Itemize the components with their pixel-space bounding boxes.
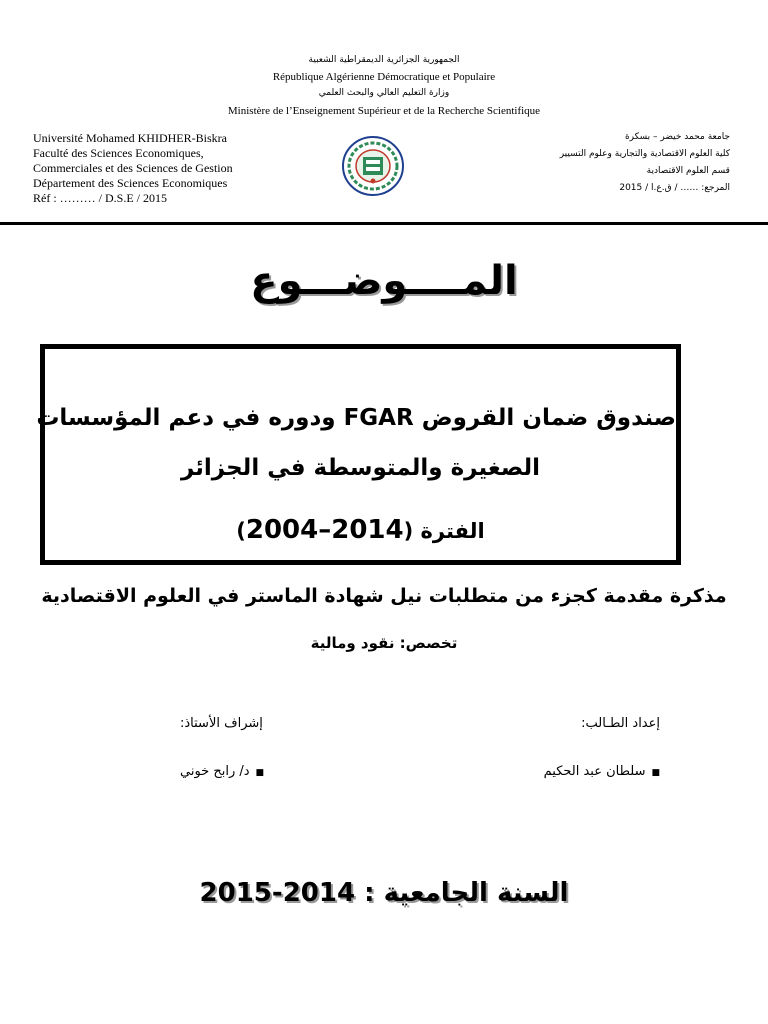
faculty-line-1-fr: Faculté des Sciences Economiques, [33,146,204,160]
supervisor-name-row [180,764,264,779]
university-name-fr: Université Mohamed KHIDHER-Biskra [33,131,227,145]
department-fr: Département des Sciences Economiques [33,176,228,190]
thesis-title-box [36,344,681,565]
thesis-description: مذكرة مقدمة كجزء من متطلبات نيل شهادة الماستر في العلوم الاقتصادية [41,585,727,607]
supervisor-label: إشراف الأستاذ: [180,716,263,731]
student-bullet-icon: ■ [651,768,660,778]
thesis-period [45,515,676,545]
department-ar: قسم العلوم الاقتصادية [646,166,730,176]
period-close: ) [236,519,246,543]
subject-heading: المــــوضـــوع [250,258,518,304]
ministry-arabic: وزارة التعليم العالي والبحث العلمي [318,88,450,98]
header-divider [0,222,768,225]
university-name-ar: جامعة محمد خيضر – بسكرة [624,132,730,142]
academic-year: السنة الجامعية : 2014-2015 [199,878,569,908]
republic-arabic: الجمهورية الجزائرية الديمقراطية الشعبية [308,55,460,65]
reference-fr: Réf : ……… / D.S.E / 2015 [33,191,167,205]
supervisor-bullet-icon: ■ [255,768,265,778]
student-label: إعداد الطـالب: [581,716,660,731]
institution-arabic [560,129,730,197]
reference-ar: المرجع: …… / ق.ع.ا / 2015 [619,183,730,193]
institution-french [33,131,233,206]
university-logo-icon [341,135,405,197]
student-name: سلطان عبد الحكيم [543,764,646,779]
period-years: 2004–2014 [245,515,404,545]
specialization: تخصص: نقود ومالية [310,634,458,652]
faculty-line-2-fr: Commerciales et des Sciences de Gestion [33,161,233,175]
student-name-row [544,764,660,779]
ministry-french: Ministère de l’Enseignement Supérieur et de la Recherche Scientifique [227,105,541,117]
thesis-title-line-1: صندوق ضمان القروض FGAR ودوره في دعم المؤسسات [36,405,676,431]
thesis-title-line-2: الصغيرة والمتوسطة في الجزائر [180,455,541,481]
faculty-ar: كلية العلوم الاقتصادية والتجارية وعلوم التسيير [559,149,730,159]
republic-french: République Algérienne Démocratique et Populaire [272,71,496,83]
period-label: الفترة ( [403,519,485,543]
supervisor-name: د/ رابح خوني [180,764,250,779]
